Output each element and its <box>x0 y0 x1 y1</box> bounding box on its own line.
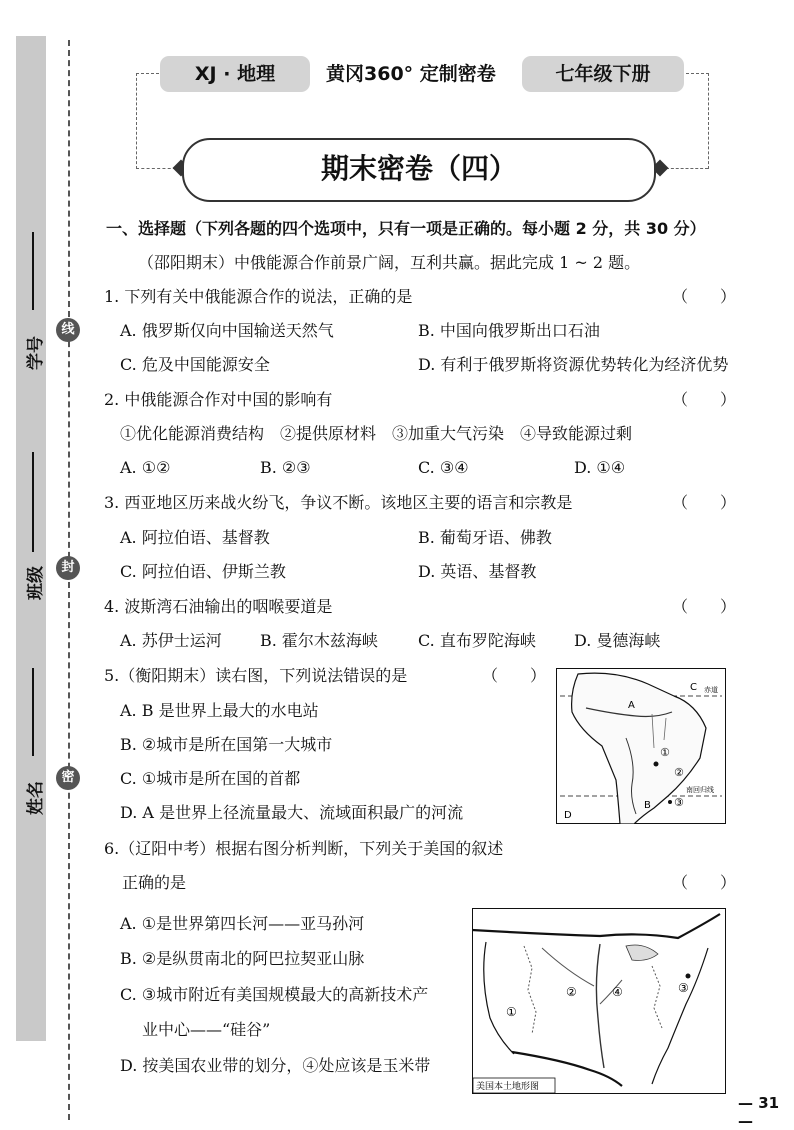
q2-items: ①优化能源消费结构 ②提供原材料 ③加重大气污染 ④导致能源过剩 <box>120 424 633 443</box>
map1-label-c: C <box>690 682 697 693</box>
map1-city-2: ② <box>674 766 684 779</box>
q5-option-d[interactable]: D. A 是世界上径流量最大、流域面积最广的河流 <box>120 803 464 822</box>
section-heading: 一、选择题（下列各题的四个选项中，只有一项是正确的。每小题 2 分，共 30 分） <box>106 219 706 238</box>
q6-answer-blank[interactable]: （ ） <box>672 873 737 892</box>
student-id-underline <box>32 232 34 310</box>
grade-badge: 七年级下册 <box>522 56 684 92</box>
map1-equator-label: 赤道 <box>704 686 718 694</box>
q2-option-a[interactable]: A. ①② <box>120 458 171 477</box>
q6-stem-cont: 正确的是 <box>122 873 187 892</box>
q1-stem: 1. 下列有关中俄能源合作的说法，正确的是 <box>104 287 413 306</box>
map1-label-a: A <box>628 700 635 711</box>
q6-stem: 6.（辽阳中考）根据右图分析判断，下列关于美国的叙述 <box>104 839 504 858</box>
series-title: 黄冈360° 定制密卷 <box>326 63 496 85</box>
q4-option-d[interactable]: D. 曼德海峡 <box>574 631 661 650</box>
page-number: — 31 — <box>738 1094 780 1130</box>
subject-badge: XJ · 地理 <box>160 56 310 92</box>
map1-label-b: B <box>644 800 651 811</box>
map2-label-2: ② <box>566 985 577 999</box>
map1-city-1: ① <box>660 746 670 759</box>
q5-answer-blank[interactable]: （ ） <box>482 666 547 685</box>
city-dot-ne <box>686 974 691 979</box>
q6-option-a[interactable]: A. ①是世界第四长河——亚马孙河 <box>120 914 365 933</box>
q6-option-b[interactable]: B. ②是纵贯南北的阿巴拉契亚山脉 <box>120 949 365 968</box>
name-underline <box>32 668 34 756</box>
header-bracket-right-bottom <box>666 168 708 169</box>
usa-terrain-map <box>472 908 726 1094</box>
name-label: 姓名 <box>26 781 46 815</box>
class-underline <box>32 452 34 552</box>
q1-answer-blank[interactable]: （ ） <box>672 287 737 306</box>
q3-stem: 3. 西亚地区历来战火纷飞，争议不断。该地区主要的语言和宗教是 <box>104 493 573 512</box>
class-label: 班级 <box>26 566 46 600</box>
q3-option-d[interactable]: D. 英语、基督教 <box>418 562 537 581</box>
q2-stem: 2. 中俄能源合作对中国的影响有 <box>104 390 333 409</box>
q4-stem: 4. 波斯湾石油输出的咽喉要道是 <box>104 597 333 616</box>
q5-stem: 5.（衡阳期末）读右图，下列说法错误的是 <box>104 666 408 685</box>
cut-line <box>68 40 70 1120</box>
q2-option-b[interactable]: B. ②③ <box>260 458 311 477</box>
binding-strip <box>16 36 46 1041</box>
map2-caption: 美国本土地形图 <box>476 1082 540 1092</box>
q5-option-c[interactable]: C. ①城市是所在国的首都 <box>120 769 301 788</box>
header-bracket-right <box>686 73 709 169</box>
map1-tropic-label: 南回归线 <box>686 786 714 794</box>
header-bracket-left-bottom <box>136 168 176 169</box>
city-dot-3 <box>668 800 672 804</box>
q5-option-a[interactable]: A. B 是世界上最大的水电站 <box>120 701 319 720</box>
q2-option-c[interactable]: C. ③④ <box>418 458 469 477</box>
student-id-label: 学号 <box>26 336 46 370</box>
q6-option-c-cont: 业中心——“硅谷” <box>142 1020 271 1039</box>
q1-option-a[interactable]: A. 俄罗斯仅向中国输送天然气 <box>120 321 334 340</box>
q5-option-b[interactable]: B. ②城市是所在国第一大城市 <box>120 735 333 754</box>
paper-title: 期末密卷（四） <box>182 138 656 202</box>
capital-dot <box>654 762 659 767</box>
q3-option-a[interactable]: A. 阿拉伯语、基督教 <box>120 528 270 547</box>
q3-answer-blank[interactable]: （ ） <box>672 493 737 512</box>
q4-option-c[interactable]: C. 直布罗陀海峡 <box>418 631 536 650</box>
q6-option-d[interactable]: D. 按美国农业带的划分，④处应该是玉米带 <box>120 1056 431 1075</box>
q2-option-d[interactable]: D. ①④ <box>574 458 626 477</box>
q1-option-b[interactable]: B. 中国向俄罗斯出口石油 <box>418 321 600 340</box>
intro-text: （邵阳期末）中俄能源合作前景广阔，互利共赢。据此完成 1 ~ 2 题。 <box>138 253 641 272</box>
header-bracket-left <box>136 73 159 169</box>
q1-option-c[interactable]: C. 危及中国能源安全 <box>120 355 270 374</box>
q4-answer-blank[interactable]: （ ） <box>672 597 737 616</box>
q3-option-b[interactable]: B. 葡萄牙语、佛教 <box>418 528 552 547</box>
seal-mi: 密 <box>56 766 80 790</box>
q6-option-c[interactable]: C. ③城市附近有美国规模最大的高新技术产 <box>120 985 429 1004</box>
seal-xian: 线 <box>56 318 80 342</box>
map1-city-3: ③ <box>674 796 684 809</box>
map2-label-1: ① <box>506 1005 517 1019</box>
map2-label-4: ④ <box>612 985 623 999</box>
south-america-map <box>556 668 726 824</box>
seal-feng: 封 <box>56 556 80 580</box>
q4-option-b[interactable]: B. 霍尔木兹海峡 <box>260 631 378 650</box>
q3-option-c[interactable]: C. 阿拉伯语、伊斯兰教 <box>120 562 286 581</box>
map2-label-3: ③ <box>678 981 689 995</box>
q4-option-a[interactable]: A. 苏伊士运河 <box>120 631 222 650</box>
map1-label-d: D <box>564 810 572 821</box>
q2-answer-blank[interactable]: （ ） <box>672 390 737 409</box>
q1-option-d[interactable]: D. 有利于俄罗斯将资源优势转化为经济优势 <box>418 355 729 374</box>
